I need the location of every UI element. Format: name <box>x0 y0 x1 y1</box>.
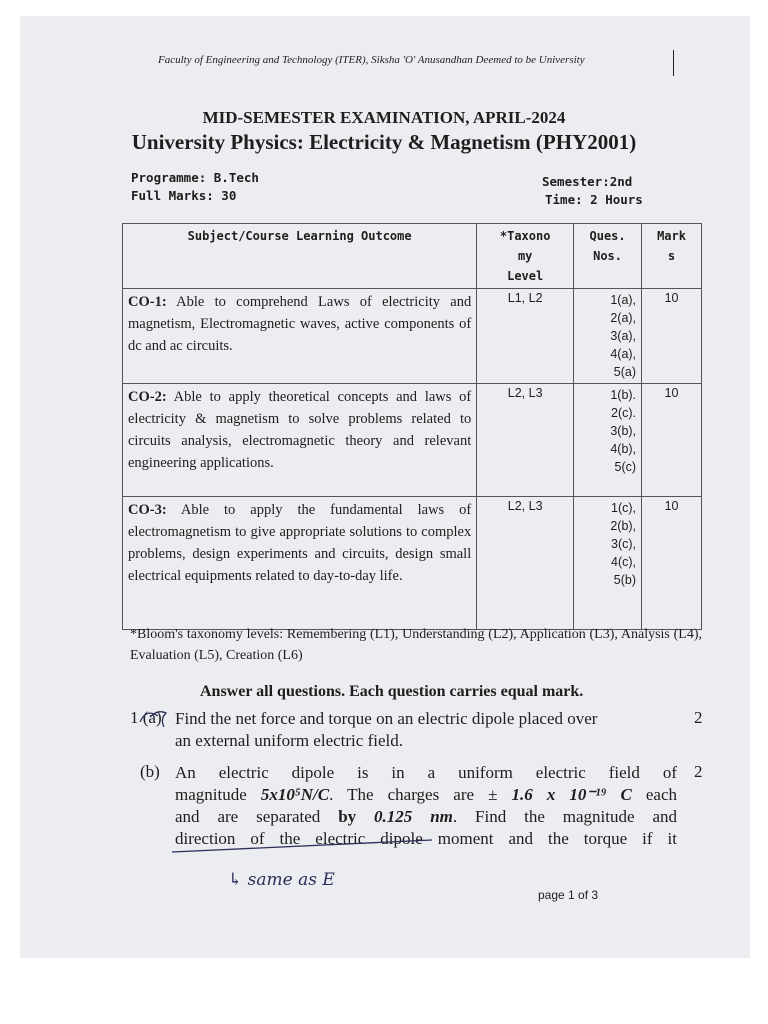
header-taxonomy-line: my <box>517 249 533 263</box>
co-label: CO-1: <box>128 294 167 310</box>
institution-header: Faculty of Engineering and Technology (ITER), Siksha 'O' Anusandhan Deemed to be University <box>158 54 585 66</box>
course-title: University Physics: Electricity & Magnetism (PHY2001) <box>131 130 637 154</box>
pen-mark-circle <box>140 713 158 722</box>
handwritten-note: ↳ same as E <box>228 870 335 890</box>
page-number: page 1 of 3 <box>538 888 599 902</box>
programme: Programme: B.Tech <box>131 170 259 185</box>
question-ref: 2(c). <box>611 406 637 420</box>
question-marks: 2 <box>694 762 703 781</box>
text-fragment: by <box>338 807 357 826</box>
marks-cell: 10 <box>642 289 702 384</box>
co-text: Able to comprehend Laws of electricity and magnetism, Electromagnetic waves, active components of dc and ac circuits. <box>128 294 472 354</box>
header-taxonomy-line: Level <box>507 269 544 283</box>
taxonomy-cell: L1, L2 <box>477 289 574 384</box>
text-fragment: magnitude <box>175 785 261 804</box>
separation-value: 0.125 nm <box>356 807 453 826</box>
taxonomy-cell: L2, L3 <box>477 497 574 630</box>
question-ref: 1(c), <box>611 501 637 515</box>
instruction: Answer all questions. Each question carries equal mark. <box>200 683 584 700</box>
marks-cell: 10 <box>642 497 702 630</box>
header-ques-line: Nos. <box>593 249 623 263</box>
question-line: direction of the electric dipole moment and the torque if it <box>175 829 677 848</box>
pen-underline <box>172 840 432 852</box>
header-taxonomy-line: *Taxono <box>499 229 551 243</box>
header-marks-line: s <box>667 249 676 263</box>
question-ref: 3(c), <box>611 537 637 551</box>
co-text: Able to apply the fundamental laws of electromagnetism to give appropriate solutions to complex problems, design experiments and circuits, design small electrical equipments related to day-to-day life. <box>128 502 472 584</box>
question-number: 1 (a) <box>130 708 162 727</box>
question-ref: 4(b), <box>610 442 637 456</box>
question-line: An electric dipole is in a uniform electric field of <box>175 763 677 782</box>
question-ref: 4(c), <box>611 555 637 569</box>
text-fragment: . The charges are ± <box>329 785 512 804</box>
question-number: (b) <box>140 762 160 781</box>
question-ref: 5(b) <box>613 573 637 587</box>
marks-cell: 10 <box>642 384 702 497</box>
bloom-taxonomy-note: *Bloom's taxonomy levels: Remembering (L1), Understanding (L2), Application (L3), Analysis (L4), Evaluation (L5), Creation (L6) <box>130 627 702 663</box>
question-line: Find the net force and torque on an electric dipole placed over <box>175 709 598 728</box>
field-magnitude: 5x10⁵N/C <box>260 785 330 804</box>
question-ref: 3(a), <box>610 329 637 343</box>
semester: Semester:2nd <box>542 174 633 189</box>
question-ref: 5(a) <box>613 365 637 379</box>
question-line: an external uniform electric field. <box>175 731 403 750</box>
exam-title: MID-SEMESTER EXAMINATION, APRIL-2024 <box>202 108 566 127</box>
header-ques-line: Ques. <box>589 229 626 243</box>
question-ref: 2(a), <box>610 311 637 325</box>
text-fragment: each <box>631 785 678 804</box>
text-fragment: . Find the magnitude and <box>452 807 677 826</box>
header-marks-line: Mark <box>657 229 686 243</box>
time: Time: 2 Hours <box>545 192 643 207</box>
taxonomy-cell: L2, L3 <box>477 384 574 497</box>
question-ref: 3(b), <box>610 424 637 438</box>
header-outcome: Subject/Course Learning Outcome <box>123 224 477 289</box>
question-ref: 1(b). <box>610 388 637 402</box>
text-fragment: and are separated <box>175 807 339 826</box>
co-text: Able to apply theoretical concepts and laws of electricity & magnetism to solve problems related to circuits analysis, electromagnetic theory and relevant engineering applications. <box>128 389 472 471</box>
question-marks: 2 <box>694 708 703 727</box>
question-ref: 5(c) <box>614 460 637 474</box>
charge-value: 1.6 x 10⁻¹⁹ C <box>511 785 632 804</box>
co-label: CO-2: <box>128 389 167 405</box>
full-marks: Full Marks: 30 <box>131 188 237 203</box>
question-ref: 2(b), <box>610 519 637 533</box>
question-ref: 4(a), <box>610 347 637 361</box>
co-label: CO-3: <box>128 502 167 518</box>
question-ref: 1(a), <box>610 293 637 307</box>
